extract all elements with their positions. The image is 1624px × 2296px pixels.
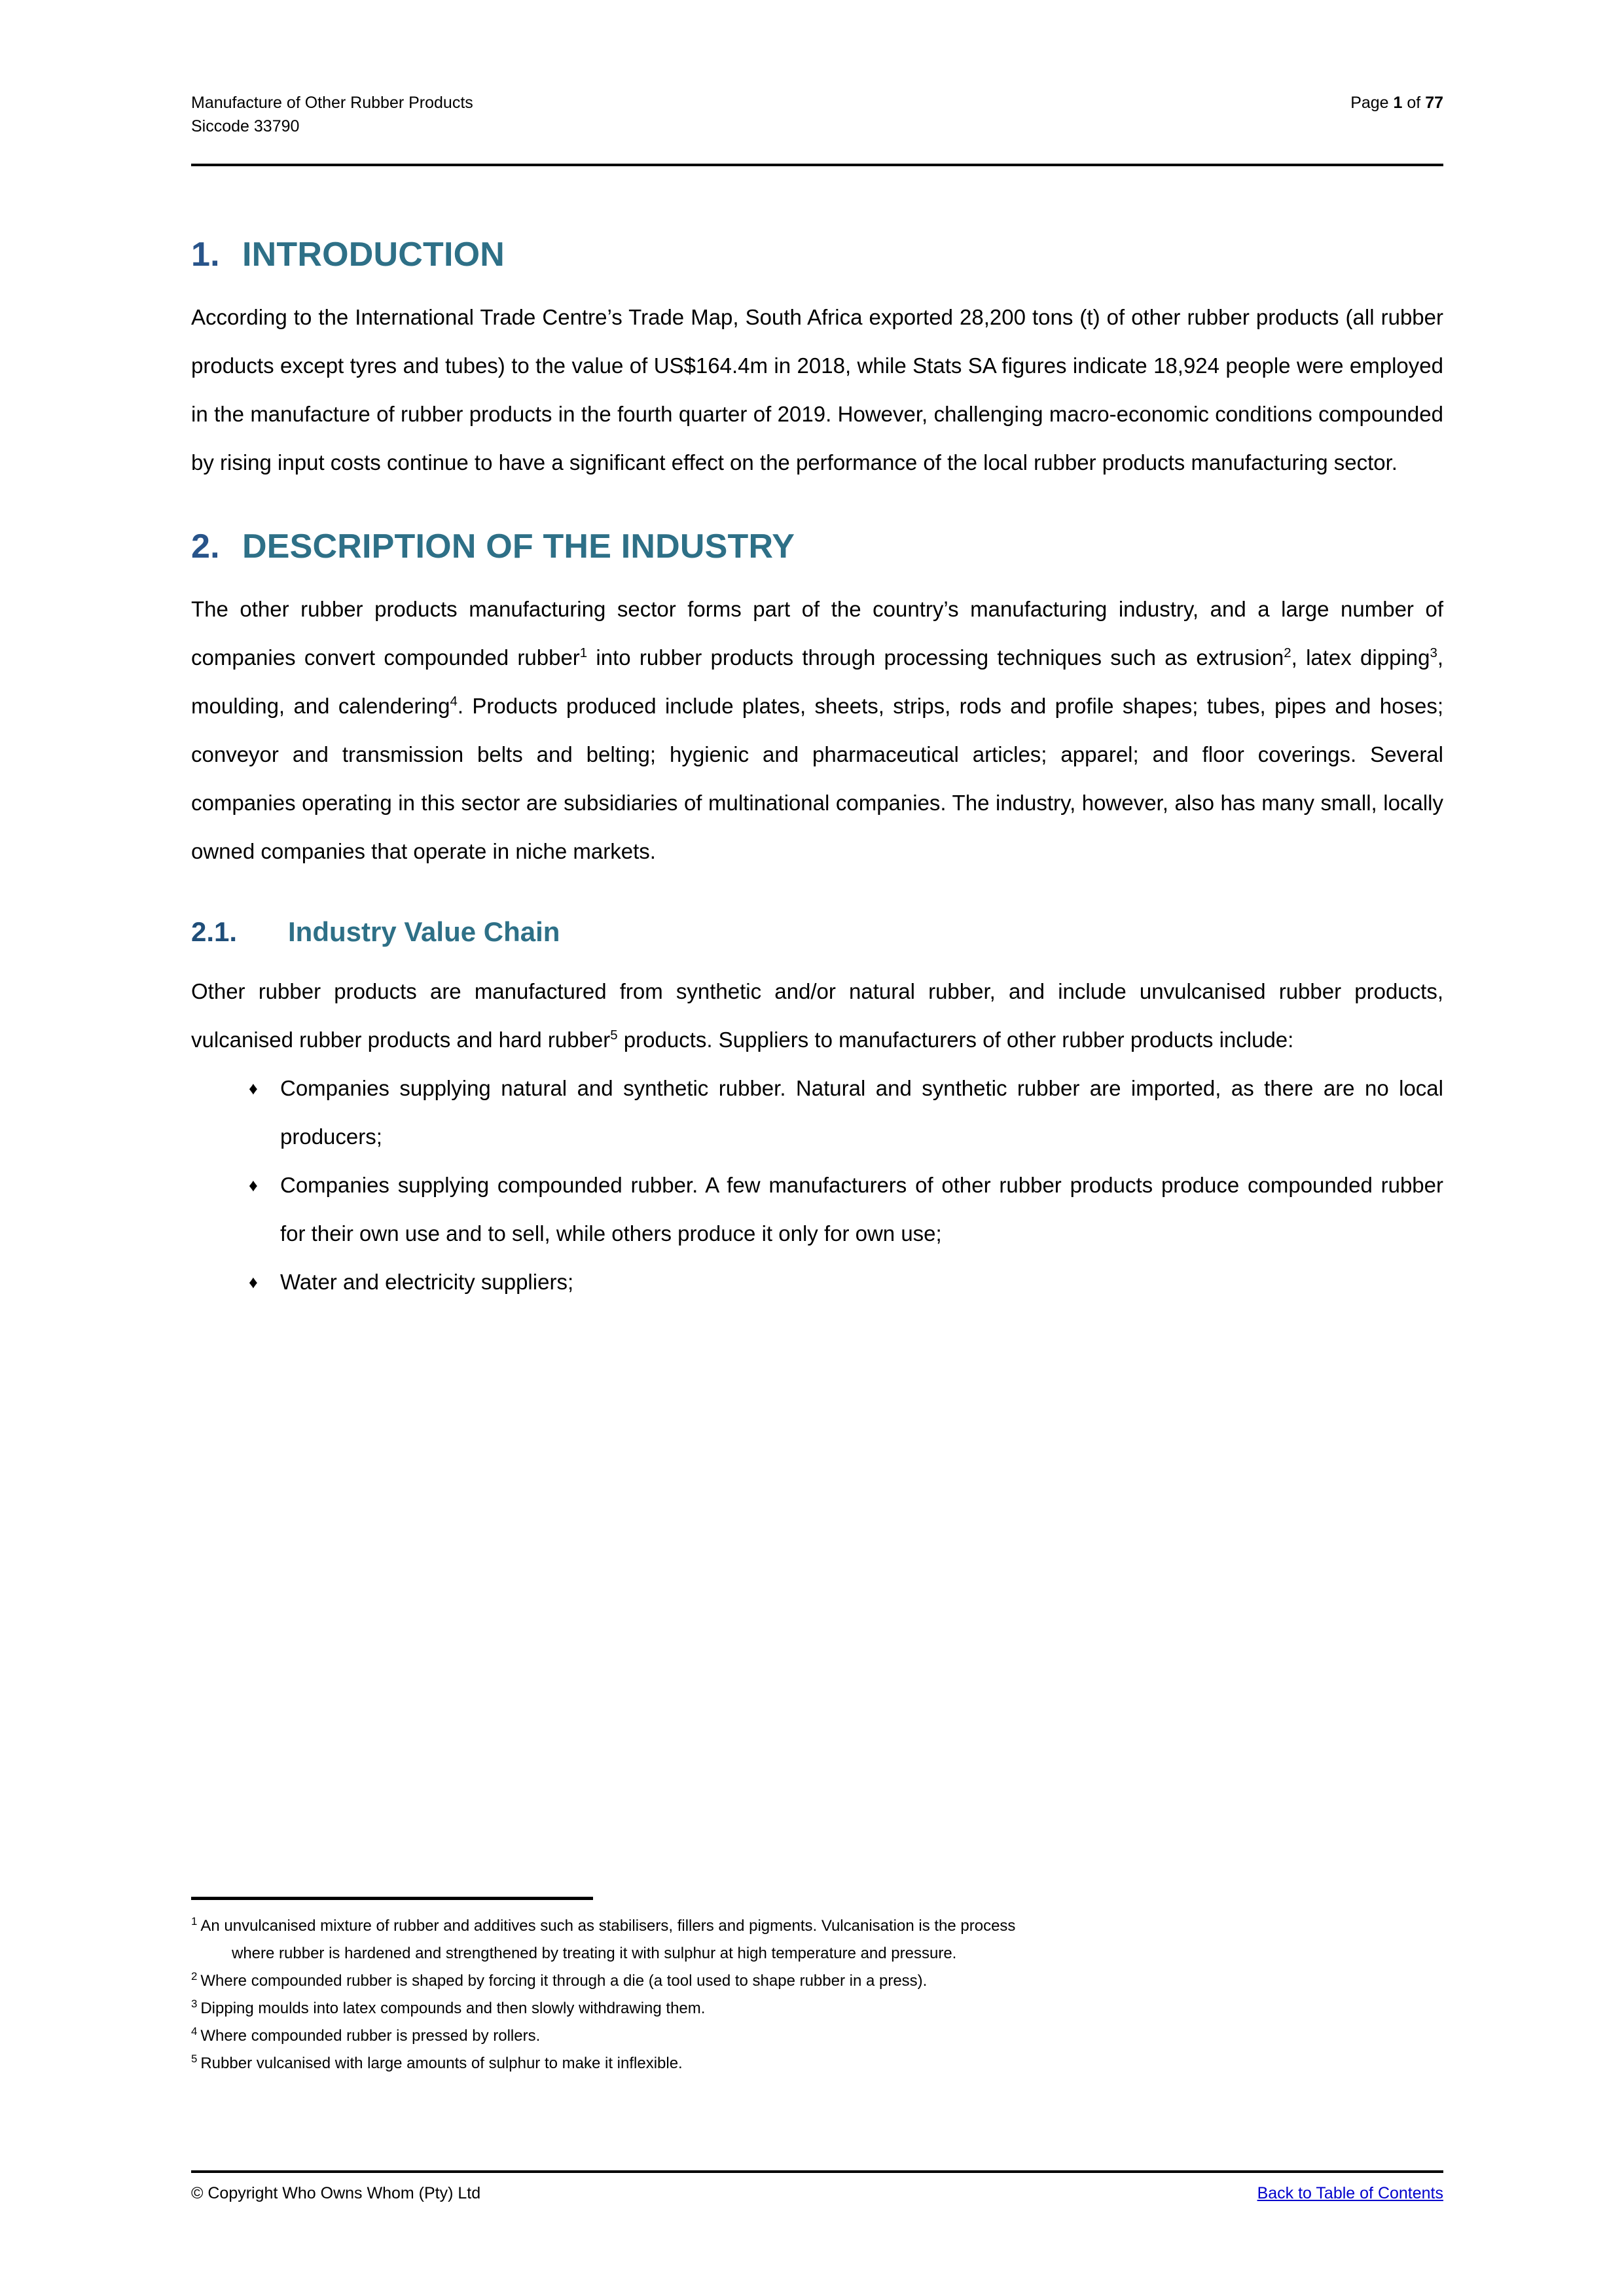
footnote-ref-2: 2 — [1284, 645, 1291, 660]
footnote-ref-5: 5 — [610, 1027, 618, 1043]
page-prefix-label: Page — [1350, 94, 1394, 112]
footnote-separator-rule — [191, 1897, 593, 1900]
header-siccode: Siccode 33790 — [191, 117, 300, 135]
vc-text-b: products. Suppliers to manufacturers of other rubber products include: — [617, 1027, 1294, 1052]
footnote-4-text: Where compounded rubber is pressed by rollers. — [200, 2027, 541, 2045]
list-item-text: Companies supplying compounded rubber. A few manufacturers of other rubber products produce compounded rubber for their own use and to sell, while others produce it only for own use; — [280, 1172, 1443, 1246]
header-page-number — [1350, 92, 1443, 115]
footnote-5-marker: 5 — [191, 2053, 198, 2065]
paragraph-value-chain-intro — [191, 967, 1443, 1064]
footnote-1 — [191, 1912, 1443, 1967]
footnote-5 — [191, 2050, 1443, 2077]
page-footer — [191, 2182, 1443, 2205]
heading-description-of-industry — [191, 528, 1443, 567]
list-item-text: Water and electricity suppliers; — [280, 1269, 574, 1294]
footer-copyright: © Copyright Who Owns Whom (Pty) Ltd — [191, 2184, 481, 2202]
desc-text-b: into rubber products through processing techniques such as extrusion — [587, 645, 1284, 670]
supplier-bullet-list — [191, 1064, 1443, 1306]
list-item — [191, 1161, 1443, 1258]
header-divider-rule — [191, 164, 1443, 166]
paragraph-introduction: According to the International Trade Centre’s Trade Map, South Africa exported 28,200 tons (t) of other rubber products (all rubber products except tyres and tubes) to the value of US$164.4m in 2018, while Stats SA figures indicate 18,924 people were employed in the manufacture of rubber products in the fourth quarter of 2019. However, challenging macro-economic conditions compounded by rising input costs continue to have a significant effect on the performance of the local rubber products manufacturing sector. — [191, 304, 1443, 475]
footnote-1-continuation: where rubber is hardened and strengthened by treating it with sulphur at high temperature and pressure. — [232, 1945, 957, 1962]
footer-divider-rule — [191, 2170, 1443, 2173]
list-item-text: Companies supplying natural and synthetic rubber. Natural and synthetic rubber are imported, as there are no local producers; — [280, 1075, 1443, 1149]
footnote-5-text: Rubber vulcanised with large amounts of sulphur to make it inflexible. — [200, 2054, 683, 2072]
diamond-bullet-icon: ♦ — [249, 1175, 258, 1195]
footnote-2-text: Where compounded rubber is shaped by forcing it through a die (a tool used to shape rubber in a press). — [200, 1972, 928, 1990]
diamond-bullet-icon: ♦ — [249, 1272, 258, 1292]
list-item — [191, 1258, 1443, 1306]
footnote-4 — [191, 2022, 1443, 2050]
footnote-1-text: An unvulcanised mixture of rubber and additives such as stabilisers, fillers and pigments. Vulcanisation is the process — [200, 1917, 1016, 1935]
header-title-block — [191, 92, 473, 138]
footnote-area — [191, 1912, 1443, 2077]
footnote-2 — [191, 1967, 1443, 1995]
page-current-number: 1 — [1393, 94, 1403, 112]
footnote-1-marker: 1 — [191, 1915, 198, 1928]
footnote-ref-1: 1 — [579, 645, 588, 660]
desc-text-d: , moulding, and calendering — [191, 645, 1444, 718]
footnote-ref-3: 3 — [1430, 645, 1437, 660]
list-item — [191, 1064, 1443, 1161]
heading-description-number: 2. — [191, 527, 220, 565]
diamond-bullet-icon: ♦ — [249, 1078, 258, 1098]
footnote-4-marker: 4 — [191, 2025, 198, 2037]
page-total-number: 77 — [1425, 94, 1443, 112]
desc-text-a: The other rubber products manufacturing sector forms part of the country’s manufacturing industry, and a large number of companies convert compounded rubber — [191, 596, 1443, 670]
heading-introduction-title: INTRODUCTION — [242, 236, 505, 274]
footnote-ref-4: 4 — [450, 693, 458, 709]
heading-description-title: DESCRIPTION OF THE INDUSTRY — [242, 527, 795, 565]
paragraph-description-of-industry — [191, 585, 1443, 876]
footnote-2-marker: 2 — [191, 1970, 198, 1982]
heading-introduction — [191, 236, 1443, 275]
footnote-3-marker: 3 — [191, 1998, 198, 2010]
vc-text-a: Other rubber products are manufactured from synthetic and/or natural rubber, and include unvulcanised rubber products, vulcanised rubber products and hard rubber — [191, 978, 1443, 1052]
heading-introduction-number: 1. — [191, 236, 220, 274]
footnote-3 — [191, 1995, 1443, 2022]
footnote-3-text: Dipping moulds into latex compounds and then slowly withdrawing them. — [200, 2000, 706, 2017]
document-body — [191, 236, 1443, 1306]
page-of-label: of — [1402, 94, 1426, 112]
back-to-table-of-contents-link[interactable]: Back to Table of Contents — [1257, 2184, 1443, 2202]
desc-text-c: , latex dipping — [1291, 645, 1430, 670]
header-document-title: Manufacture of Other Rubber Products — [191, 94, 473, 112]
page-header — [191, 92, 1443, 138]
heading-industry-value-chain — [191, 916, 1443, 948]
heading-value-chain-title: Industry Value Chain — [288, 916, 560, 947]
desc-text-e: . Products produced include plates, sheets, strips, rods and profile shapes; tubes, pipes and hoses; conveyor and transmission belts and belting; hygienic and pharmaceutical articles; apparel; and floor coverings. Several companies operating in this sector are subsidiaries of multinational companies. The industry, however, also has many small, locally owned companies that operate in niche markets. — [191, 693, 1443, 863]
heading-value-chain-number: 2.1. — [191, 916, 238, 947]
